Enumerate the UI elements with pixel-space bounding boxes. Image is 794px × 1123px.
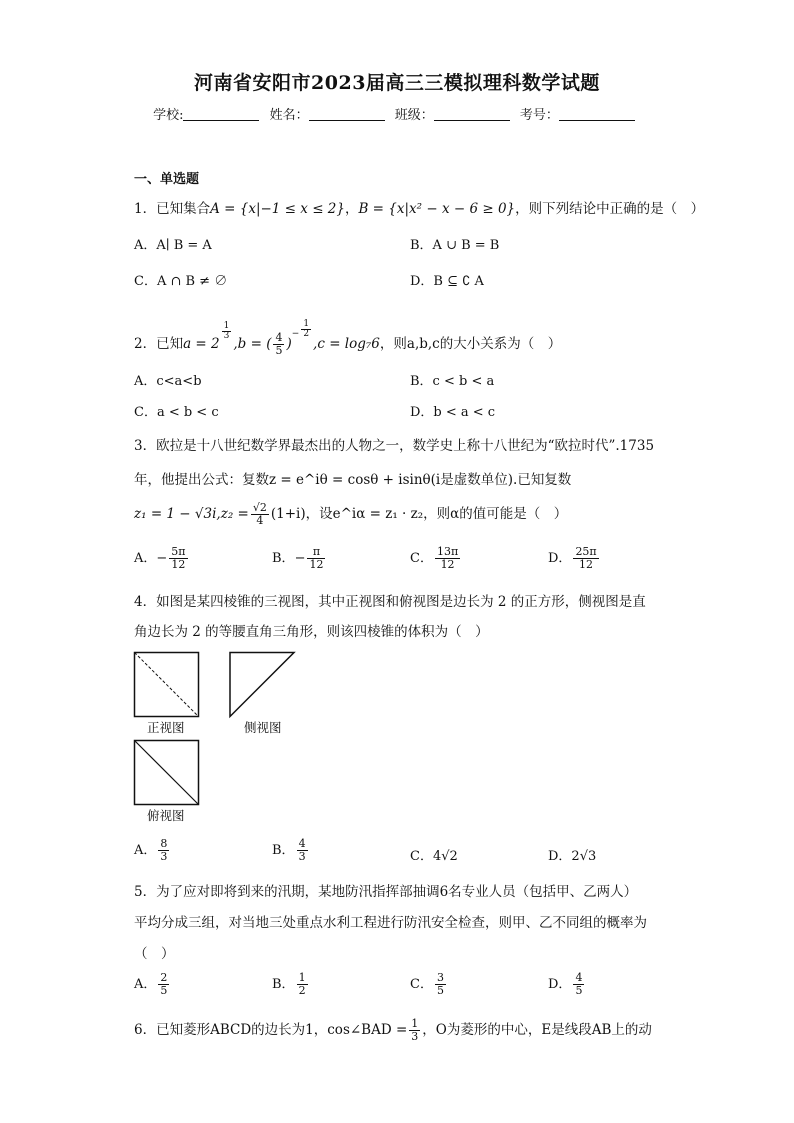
q3-c-label: C． <box>410 551 433 566</box>
question-2-stem: 2．已知a = 2 $\frac{1}{3}$ ,b = ( $\frac{4}{5}$ )− $\frac{1}{2}$ ,c = log₇6，则a,b,c的大小关系为（ ） <box>134 319 562 357</box>
page-title: 河南省安阳市2023届高三三模拟理科数学试题 <box>194 72 600 94</box>
q4-a-den: 3 <box>160 850 168 863</box>
q2-a-exp-num: 1 <box>223 321 230 331</box>
q2-stem-end: ，则a,b,c的大小关系为（ ） <box>379 336 562 352</box>
q3-d-den: 12 <box>579 558 594 571</box>
name-label: 姓名： <box>269 108 309 123</box>
q5-d-label: D． <box>548 977 572 992</box>
q2-b-exp-sign: − <box>291 329 300 339</box>
q5-b-den: 2 <box>298 984 306 997</box>
q4-option-a[interactable] <box>134 838 171 863</box>
q5-b-num: 1 <box>298 971 306 984</box>
q1-option-d[interactable]: D．B ⊆ ∁ A <box>410 274 484 289</box>
q1-stem-end: ，则下列结论中正确的是（ ） <box>515 201 705 217</box>
q6-den: 3 <box>411 1030 419 1043</box>
q5-d-den: 5 <box>575 984 583 997</box>
q3-d-fraction <box>573 546 598 571</box>
q1-option-c[interactable]: C．A ∩ B ≠ ∅ <box>134 274 228 289</box>
side-view-triangle <box>230 653 294 717</box>
q3-c-fraction <box>435 546 460 571</box>
q5-option-a[interactable] <box>134 972 171 997</box>
q5-c-num: 3 <box>436 971 444 984</box>
q2-b-exp-num: 1 <box>303 319 310 329</box>
q1-set-a: A = {x|−1 ≤ x ≤ 2} <box>210 201 345 217</box>
q4-option-c[interactable]: C．4√2 <box>410 849 458 864</box>
front-view-dashed-diagonal <box>135 653 199 717</box>
q3-c-num: 13π <box>436 545 459 558</box>
q1-stem-start: 1．已知集合 <box>134 201 211 217</box>
q3-a-sign: − <box>156 551 168 566</box>
q5-c-label: C． <box>410 977 433 992</box>
q5-option-d[interactable] <box>548 972 586 997</box>
q3-line-2: 年，他提出公式：复数z = e^iθ = cosθ + isinθ(i是虚数单位).已知复数 <box>134 472 572 488</box>
q3-z-values: z₁ = 1 − √3i,z₂ = <box>134 506 249 522</box>
q3-z2-fraction <box>251 502 269 527</box>
q3-option-b[interactable] <box>272 546 327 571</box>
q3-b-den: 12 <box>309 558 324 571</box>
q5-d-num: 4 <box>575 971 583 984</box>
q3-b-fraction <box>307 546 325 571</box>
q3-option-a[interactable] <box>134 546 190 571</box>
number-blank[interactable] <box>559 108 635 121</box>
side-view-caption: 侧视图 <box>244 720 282 735</box>
q3-a-label: A． <box>134 551 157 566</box>
q1-option-a[interactable]: A．A∣ B = A <box>134 238 212 253</box>
q2-b-exponent <box>301 320 311 339</box>
q2-option-c[interactable]: C．a < b < c <box>134 405 219 420</box>
q4-option-d[interactable]: D．2√3 <box>548 849 597 864</box>
q1-option-b[interactable]: B．A ∪ B = B <box>410 238 500 253</box>
q5-b-fraction <box>297 972 308 997</box>
q3-b-num: π <box>307 546 325 559</box>
q3-d-label: D． <box>548 551 572 566</box>
school-blank[interactable] <box>183 108 259 121</box>
q6-line-1 <box>134 1018 652 1043</box>
q3-z2-num: √2 <box>252 501 267 514</box>
section-heading: 一、单选题 <box>134 172 200 187</box>
name-blank[interactable] <box>309 108 385 121</box>
q3-a-den: 12 <box>171 558 186 571</box>
q6-stem-end: ，O为菱形的中心，E是线段AB上的动 <box>422 1022 652 1038</box>
q3-line-3 <box>134 502 567 527</box>
q3-b-sign: − <box>294 551 306 566</box>
q4-a-fraction <box>158 838 169 863</box>
q4-a-num: 8 <box>160 837 168 850</box>
q3-c-den: 12 <box>440 558 455 571</box>
q5-a-fraction <box>158 972 169 997</box>
front-view-caption: 正视图 <box>147 720 185 735</box>
q4-b-label: B． <box>272 843 295 858</box>
q4-option-b[interactable] <box>272 838 310 863</box>
q4-b-den: 3 <box>298 850 306 863</box>
q5-a-label: A． <box>134 977 157 992</box>
q6-stem-start: 6．已知菱形ABCD的边长为1，cos∠BAD = <box>134 1022 408 1038</box>
q2-stem-start: 2．已知 <box>134 336 184 352</box>
q3-line-3-end: (1+i)，设e^iα = z₁ · z₂，则α的值可能是（ ） <box>270 506 568 522</box>
q5-line-1: 5．为了应对即将到来的汛期，某地防汛指挥部抽调6名专业人员（包括甲、乙两人） <box>134 884 638 900</box>
q4-line-2: 角边长为 2 的等腰直角三角形，则该四棱锥的体积为（ ） <box>134 624 489 640</box>
q3-a-num: 5π <box>171 545 186 558</box>
q2-a-exp-den: 3 <box>223 331 230 341</box>
q3-b-label: B． <box>272 551 295 566</box>
q5-c-den: 5 <box>436 984 444 997</box>
student-info-line <box>0 104 794 123</box>
q5-a-num: 2 <box>160 971 168 984</box>
q1-set-b: B = {x|x² − x − 6 ≥ 0} <box>358 201 516 217</box>
q3-line-1: 3．欧拉是十八世纪数学界最杰出的人物之一，数学史上称十八世纪为“欧拉时代”.1735 <box>134 438 655 454</box>
class-label: 班级： <box>394 108 434 123</box>
q4-b-fraction <box>297 838 308 863</box>
class-blank[interactable] <box>434 108 510 121</box>
q1-separator: ， <box>344 201 359 217</box>
q3-option-c[interactable] <box>410 546 462 571</box>
q6-num: 1 <box>411 1017 419 1030</box>
q5-d-fraction <box>573 972 584 997</box>
number-label: 考号： <box>519 108 559 123</box>
q3-z2-den: 4 <box>256 514 264 527</box>
q6-cos-fraction <box>409 1018 420 1043</box>
question-1-stem <box>134 197 704 217</box>
q4-a-label: A． <box>134 843 157 858</box>
q2-b-num: 4 <box>275 331 283 344</box>
q5-c-fraction <box>435 972 446 997</box>
q5-b-label: B． <box>272 977 295 992</box>
q2-a-exponent <box>222 322 232 341</box>
q2-a-base: a = 2 <box>183 336 220 352</box>
q5-option-b[interactable] <box>272 972 310 997</box>
q2-option-d[interactable]: D．b < a < c <box>410 405 496 420</box>
q2-b-exp-den: 2 <box>303 329 310 339</box>
q2-b-den: 5 <box>275 344 283 357</box>
q2-c-value: ,c = log₇6 <box>313 336 380 352</box>
top-view-caption: 俯视图 <box>147 808 185 823</box>
q3-a-fraction <box>169 546 187 571</box>
q5-line-3: （ ） <box>134 946 175 962</box>
q4-line-1: 4．如图是某四棱锥的三视图，其中正视图和俯视图是边长为 2 的正方形，侧视图是直 <box>134 594 646 610</box>
q5-option-c[interactable] <box>410 972 448 997</box>
q2-option-b[interactable]: B．c < b < a <box>410 374 495 389</box>
q5-line-2: 平均分成三组，对当地三处重点水利工程进行防汛安全检查，则甲、乙不同组的概率为 <box>134 915 647 931</box>
q2-b-base: ,b = ( <box>233 336 272 352</box>
school-label: 学校: <box>153 108 184 123</box>
q2-b-fraction <box>273 332 284 357</box>
q2-option-a[interactable]: A．c<a<b <box>134 374 202 389</box>
top-view-diagonal <box>135 741 199 805</box>
q4-b-num: 4 <box>298 837 306 850</box>
q3-option-d[interactable] <box>548 546 601 571</box>
q3-d-num: 25π <box>575 545 597 558</box>
q5-a-den: 5 <box>160 984 168 997</box>
three-view-figure <box>133 651 303 821</box>
